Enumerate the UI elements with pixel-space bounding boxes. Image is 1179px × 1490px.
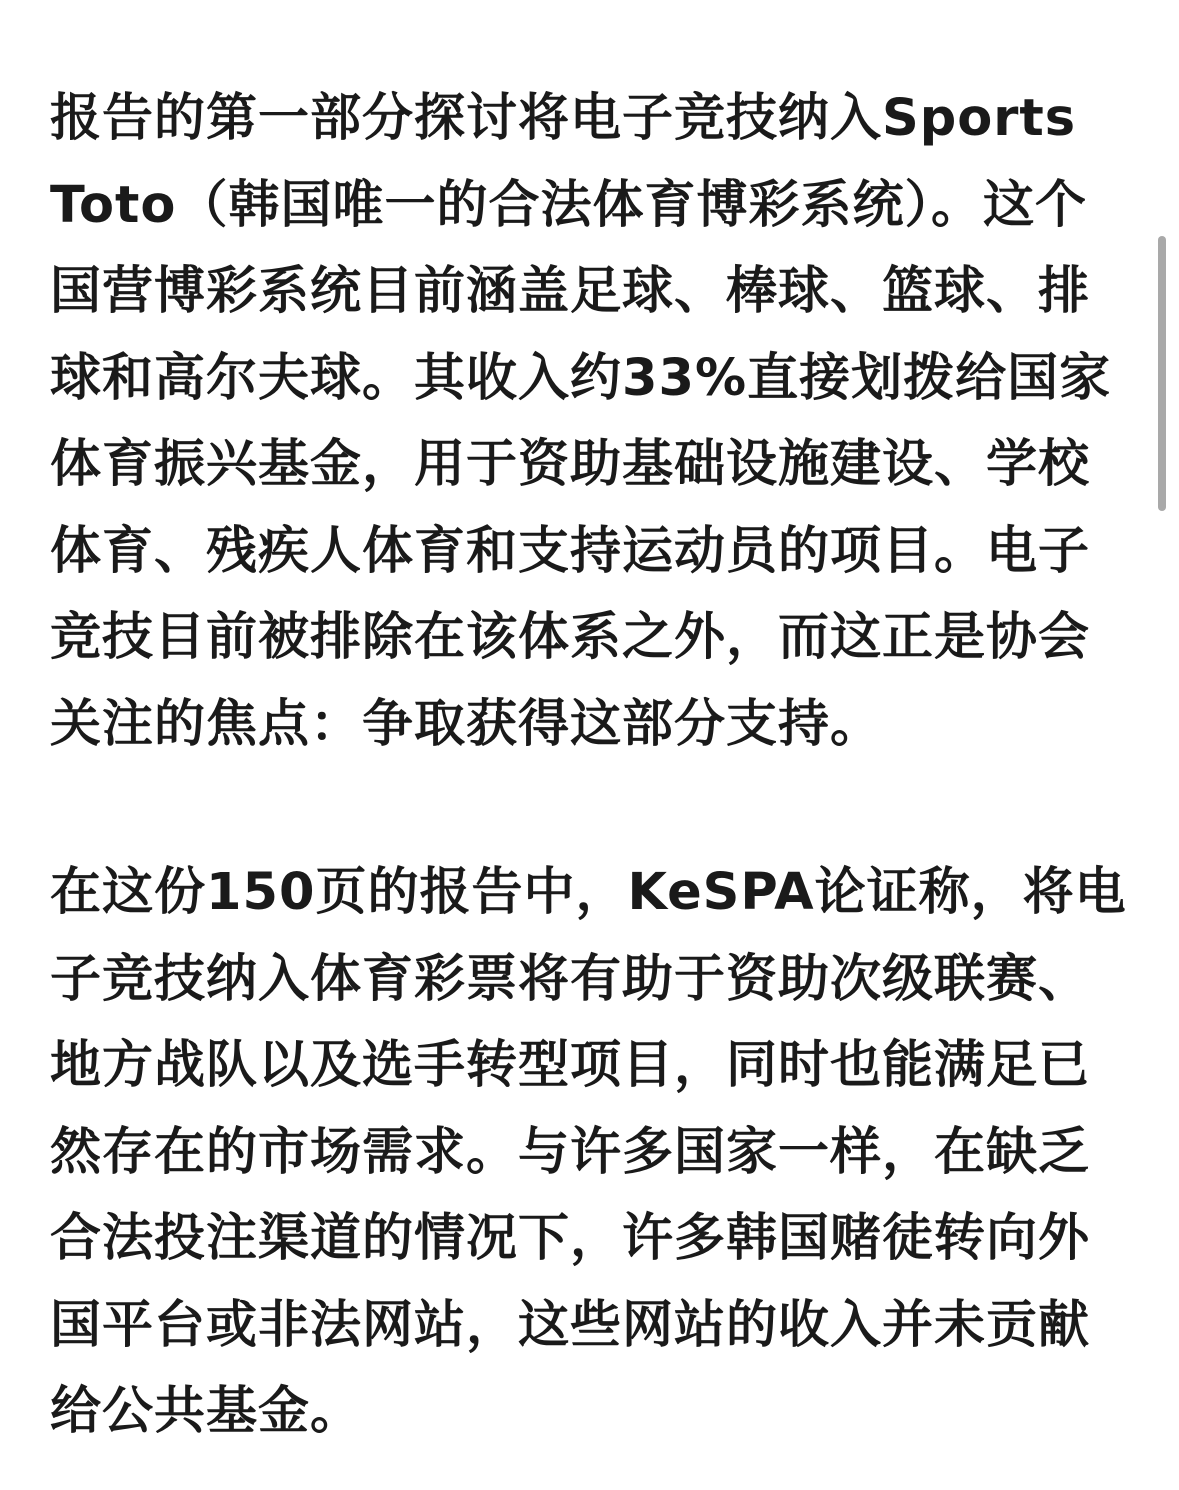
article-body: [50, 76, 1130, 1456]
vertical-scrollbar[interactable]: [1158, 236, 1166, 511]
article-paragraph: 报告的第一部分探讨将电子竞技纳入Sports Toto（韩国唯一的合法体育博彩系统）。这个国营博彩系统目前涵盖足球、棒球、篮球、排球和高尔夫球。其收入约33%直接划拨给国家体育振兴基金，用于资助基础设施建设、学校体育、残疾人体育和支持运动员的项目。电子竞技目前被排除在该体系之外，而这正是协会关注的焦点：争取获得这部分支持。: [50, 89, 1112, 754]
article-paragraph: 在这份150页的报告中，KeSPA论证称，将电子竞技纳入体育彩票将有助于资助次级联赛、地方战队以及选手转型项目，同时也能满足已然存在的市场需求。与许多国家一样，在缺乏合法投注渠道的情况下，许多韩国赌徒转向外国平台或非法网站，这些网站的收入并未贡献给公共基金。: [50, 863, 1127, 1441]
